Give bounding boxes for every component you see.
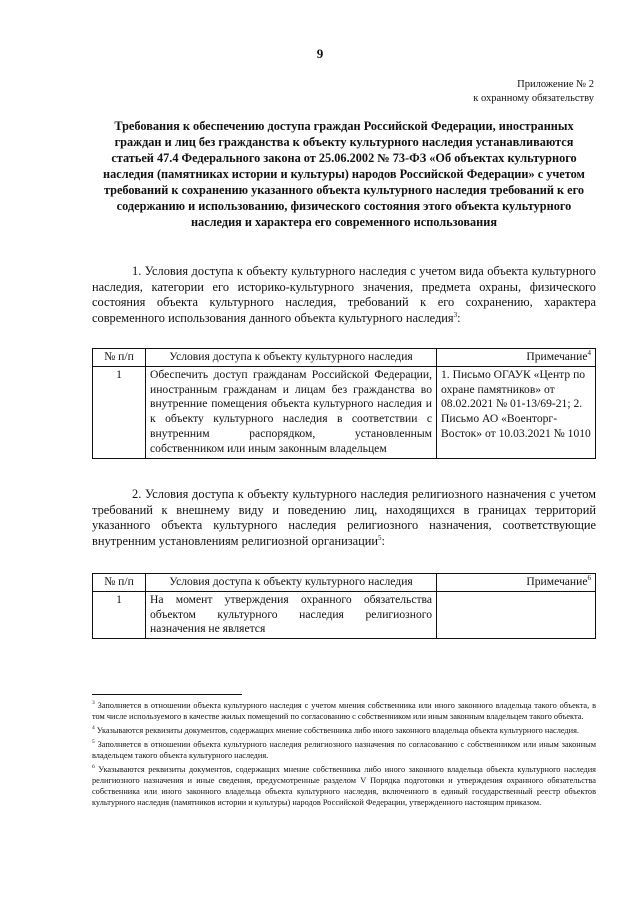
footnote-3 <box>92 700 596 722</box>
footnote-number: 4 <box>92 725 95 732</box>
row-conditions: Обеспечить доступ гражданам Российской Федерации, иностранным гражданам и лицам без гражданства во внутренние помещения объекта культурного наследия и к объекту культурного наследия в соответствии с внутренним распорядком, установленным собственником или иным законным владельцем <box>146 366 437 458</box>
religious-access-table <box>92 573 596 639</box>
footnote-number: 6 <box>92 764 95 771</box>
page-number: 9 <box>316 46 324 61</box>
appendix-header <box>473 78 594 106</box>
header-note <box>437 349 596 367</box>
footnote-separator <box>92 694 242 695</box>
footnote-5 <box>92 739 596 761</box>
section-2-text: 2. Условия доступа к объекту культурного наследия религиозного назначения с учетом требований к внешнему виду и поведению лиц, находящихся в границах территорий указанного объекта культурного наследия религиозного назначения, соответствующие внутренним установлениям религиозной организации <box>92 487 596 548</box>
section-2-paragraph <box>92 487 596 549</box>
table-row <box>93 366 596 458</box>
footnotes <box>92 700 596 811</box>
header-note-label: Примечание <box>526 575 588 588</box>
section-1-text: 1. Условия доступа к объекту культурного наследия с учетом вида объекта культурного наследия, категории его историко-культурного значения, предмета охраны, физического состояния объекта культурного наследия, требований к его сохранению, характера современного использования данного объекта культурного наследия <box>92 264 596 325</box>
table-header-row <box>93 574 596 592</box>
footnote-text: Заполняется в отношении объекта культурного наследия религиозного назначения по согласованию с собственником или иным законным владельцем такого объекта культурного наследия. <box>92 740 596 760</box>
footnote-ref-3: 3 <box>453 310 458 319</box>
table-header-row <box>93 349 596 367</box>
row-note: 1. Письмо ОГАУК «Центр по охране памятников» от 08.02.2021 № 01-13/69-21; 2. Письмо АО «Военторг-Восток» от 10.03.2021 № 1010 <box>437 366 596 458</box>
footnote-ref-4: 4 <box>587 349 591 358</box>
footnote-text: Указываются реквизиты документов, содержащих мнение собственника либо иного законного владельца объекта культурного наследия. <box>96 726 579 735</box>
header-conditions: Условия доступа к объекту культурного наследия <box>146 349 437 367</box>
table-row <box>93 591 596 638</box>
footnote-6 <box>92 764 596 808</box>
header-note <box>437 574 596 592</box>
section-2-tail: : <box>381 533 385 548</box>
section-1-tail: : <box>457 310 461 325</box>
access-conditions-table <box>92 348 596 459</box>
footnote-text: Указываются реквизиты документов, содержащих мнение собственника либо иного законного владельца объекта культурного наследия религиозного назначения и иные сведения, предусмотренные разделом V Порядка подготовки и утверждения охранного обязательства собственника или иного законного владельца объекта культурного наследия, включенного в единый государственный реестр объектов культурного наследия (памятников истории и культуры) народов Российской Федерации, утвержденного настоящим приказом. <box>92 765 596 807</box>
header-number: № п/п <box>93 574 146 592</box>
row-number: 1 <box>93 366 146 458</box>
row-number: 1 <box>93 591 146 638</box>
appendix-line-2: к охранному обязательству <box>473 93 594 104</box>
footnote-number: 5 <box>92 739 95 746</box>
footnote-4 <box>92 725 596 736</box>
document-title: Требования к обеспечению доступа граждан Российской Федерации, иностранных граждан и лиц без гражданства к объекту культурного наследия устанавливаются статьей 47.4 Федерального закона от 25.06.2002 № 73-ФЗ «Об объектах культурного наследия (памятниках истории и культуры) народов Российской Федерации» с учетом требований к сохранению указанного объекта культурного наследия требований к его содержанию и использованию, физического состояния этого объекта культурного наследия и характера его современного использования <box>103 119 585 229</box>
appendix-line-1: Приложение № 2 <box>517 79 594 90</box>
section-1-paragraph <box>92 264 596 326</box>
row-note <box>437 591 596 638</box>
footnote-ref-6: 6 <box>587 574 591 583</box>
header-note-label: Примечание <box>526 350 588 363</box>
footnote-text: Заполняется в отношении объекта культурного наследия с учетом мнения собственника или иного законного владельца такого объекта, в том числе используемого в качестве жилых помещений по согласованию с собственником или иным законным владельцем такого объекта. <box>92 701 596 721</box>
footnote-number: 3 <box>92 700 95 707</box>
header-number: № п/п <box>93 349 146 367</box>
footnote-ref-5: 5 <box>378 533 382 542</box>
row-conditions: На момент утверждения охранного обязательства объектом культурного наследия религиозного назначения не является <box>146 591 437 638</box>
header-conditions: Условия доступа к объекту культурного наследия <box>146 574 437 592</box>
